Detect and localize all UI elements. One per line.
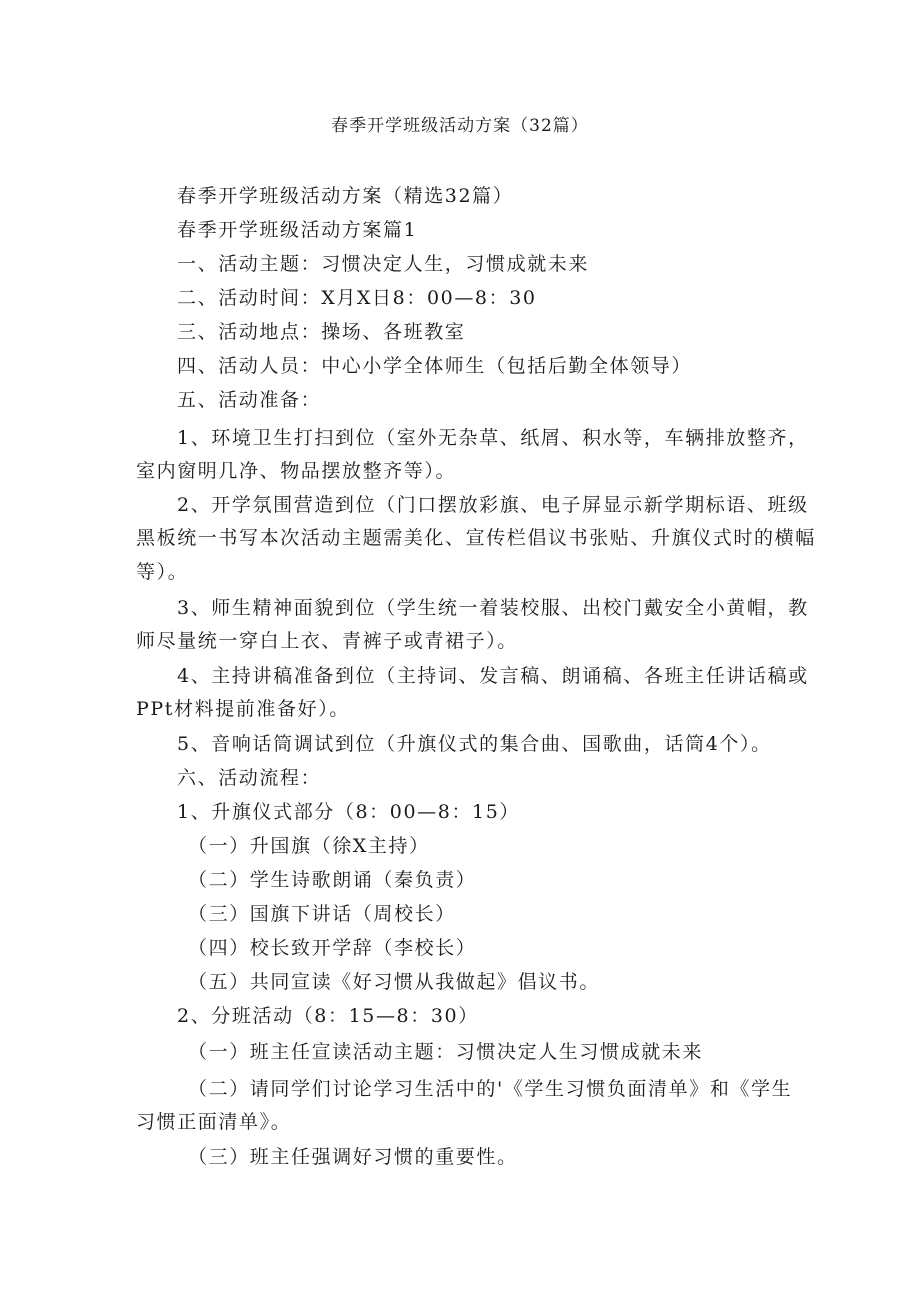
paragraph-line: 五、活动准备： bbox=[177, 389, 322, 411]
subtitle-line: 春季开学班级活动方案（精选32篇） bbox=[177, 185, 514, 207]
paragraph-line: 5、音响话筒调试到位（升旗仪式的集合曲、国歌曲，话筒4个）。 bbox=[177, 733, 772, 755]
paragraph-line: 3、师生精神面貌到位（学生统一着装校服、出校门戴安全小黄帽，教 bbox=[177, 597, 809, 619]
list-item: （一）升国旗（徐X主持） bbox=[188, 835, 430, 857]
paragraph-line: 一、活动主题：习惯决定人生，习惯成就未来 bbox=[177, 253, 590, 275]
list-item: （三）班主任强调好习惯的重要性。 bbox=[188, 1146, 518, 1168]
paragraph-line: 习惯正面清单》。 bbox=[136, 1111, 292, 1133]
paragraph-line: 六、活动流程： bbox=[177, 767, 322, 789]
paragraph-line: 2、分班活动（8：15—8：30） bbox=[177, 1005, 479, 1027]
paragraph-line: 2、开学氛围营造到位（门口摆放彩旗、电子屏显示新学期标语、班级 bbox=[177, 494, 809, 516]
paragraph-line: 四、活动人员：中心小学全体师生（包括后勤全体领导） bbox=[177, 355, 693, 377]
paragraph-line: 三、活动地点：操场、各班教室 bbox=[177, 321, 466, 343]
paragraph-line: 黑板统一书写本次活动主题需美化、宣传栏倡议书张贴、升旗仪式时的横幅 bbox=[136, 527, 816, 549]
list-item: （三）国旗下讲话（周校长） bbox=[188, 903, 456, 925]
list-item: （一）班主任宣读活动主题：习惯决定人生习惯成就未来 bbox=[188, 1041, 704, 1063]
list-item: （二）请同学们讨论学习生活中的'《学生习惯负面清单》和《学生 bbox=[188, 1078, 793, 1100]
paragraph-line: PPt材料提前准备好）。 bbox=[136, 698, 350, 720]
document-title: 春季开学班级活动方案（32篇） bbox=[331, 116, 589, 136]
paragraph-line: 等）。 bbox=[136, 561, 189, 583]
paragraph-line: 室内窗明几净、物品摆放整齐等）。 bbox=[136, 460, 457, 482]
paragraph-line: 1、升旗仪式部分（8：00—8：15） bbox=[177, 801, 521, 823]
list-item: （五）共同宣读《好习惯从我做起》倡议书。 bbox=[188, 971, 601, 993]
paragraph-line: 二、活动时间：X月X日8：00—8：30 bbox=[177, 287, 537, 309]
list-item: （四）校长致开学辞（李校长） bbox=[188, 937, 477, 959]
paragraph-line: 师尽量统一穿白上衣、青裤子或青裙子）。 bbox=[136, 630, 518, 652]
section-heading: 春季开学班级活动方案篇1 bbox=[177, 219, 418, 241]
list-item: （二）学生诗歌朗诵（秦负责） bbox=[188, 869, 477, 891]
paragraph-line: 4、主持讲稿准备到位（主持词、发言稿、朗诵稿、各班主任讲话稿或 bbox=[177, 665, 809, 687]
paragraph-line: 1、环境卫生打扫到位（室外无杂草、纸屑、积水等，车辆排放整齐， bbox=[177, 427, 809, 449]
